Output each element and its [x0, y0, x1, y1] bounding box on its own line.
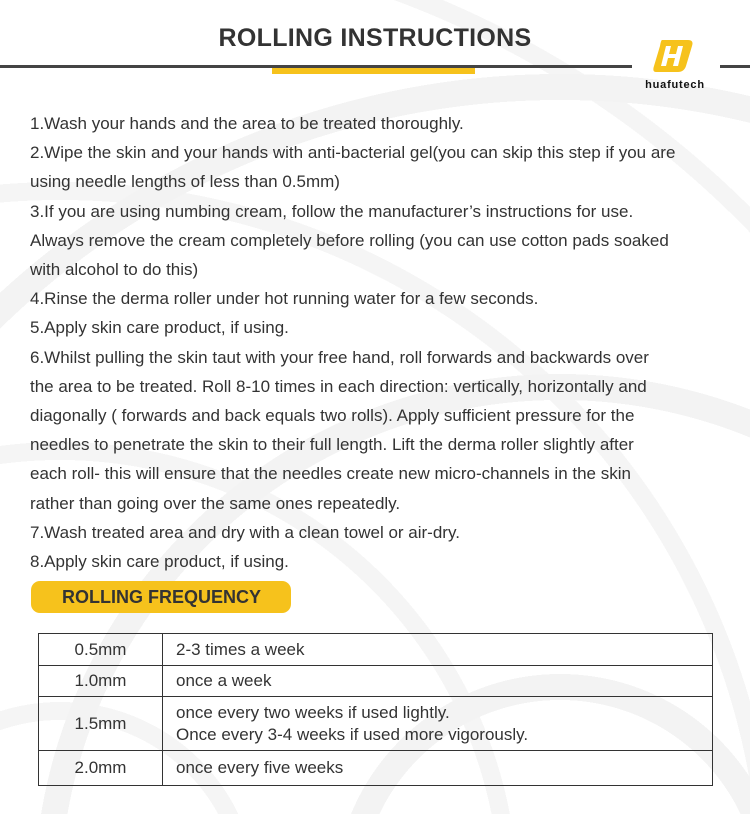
frequency-cell [163, 697, 713, 751]
instruction-line: diagonally ( forwards and back equals two rolls). Apply sufficient pressure for the [30, 406, 635, 426]
section-title: ROLLING FREQUENCY [62, 587, 262, 607]
needle-size: 1.0mm [39, 666, 163, 697]
instruction-line: 8.Apply skin care product, if using. [30, 552, 289, 572]
instruction-line: needles to penetrate the skin to their full length. Lift the derma roller slightly after [30, 435, 634, 455]
table-row [39, 634, 713, 666]
instruction-line: each roll- this will ensure that the needles create new micro-channels in the skin [30, 464, 631, 484]
instruction-line: with alcohol to do this) [30, 260, 199, 280]
instruction-line: 2.Wipe the skin and your hands with anti-bacterial gel(you can skip this step if you are [30, 143, 676, 163]
instruction-line: 1.Wash your hands and the area to be treated thoroughly. [30, 114, 464, 133]
instruction-line: 5.Apply skin care product, if using. [30, 318, 289, 338]
frequency-text: Once every 3-4 weeks if used more vigorously. [176, 724, 529, 744]
instruction-line: using needle lengths of less than 0.5mm) [30, 172, 340, 192]
instruction-line: 3.If you are using numbing cream, follow the manufacturer’s instructions for use. [30, 201, 634, 221]
instruction-line: rather than going over the same ones repeatedly. [30, 493, 401, 513]
table-row [39, 666, 713, 697]
frequency-text: once every five weeks [176, 758, 344, 777]
brand-name: huafutech [645, 79, 705, 91]
page-title: ROLLING INSTRUCTIONS [218, 24, 532, 52]
table-row [39, 697, 713, 751]
divider [720, 65, 750, 68]
frequency-cell [163, 634, 713, 666]
instruction-line: 4.Rinse the derma roller under hot running water for a few seconds. [30, 289, 539, 309]
frequency-text: 2-3 times a week [176, 639, 305, 659]
instruction-list [30, 109, 735, 576]
frequency-cell [163, 751, 713, 786]
instruction-line: the area to be treated. Roll 8-10 times in each direction: vertically, horizontally and [30, 376, 647, 396]
title-accent-bar [272, 68, 475, 74]
needle-size: 1.5mm [39, 697, 163, 751]
table-row [39, 751, 713, 786]
needle-size: 0.5mm [39, 634, 163, 666]
section-label [31, 581, 291, 613]
huafutech-logo-icon [638, 38, 712, 78]
instruction-line: Always remove the cream completely before rolling (you can use cotton pads soaked [30, 230, 669, 250]
instruction-line: 6.Whilst pulling the skin taut with your free hand, roll forwards and backwards over [30, 347, 649, 367]
frequency-table [38, 633, 713, 786]
frequency-text: once a week [176, 671, 272, 690]
needle-size: 2.0mm [39, 751, 163, 786]
frequency-cell [163, 666, 713, 697]
instruction-line: 7.Wash treated area and dry with a clean towel or air-dry. [30, 522, 460, 542]
frequency-text: once every two weeks if used lightly. [176, 702, 450, 722]
